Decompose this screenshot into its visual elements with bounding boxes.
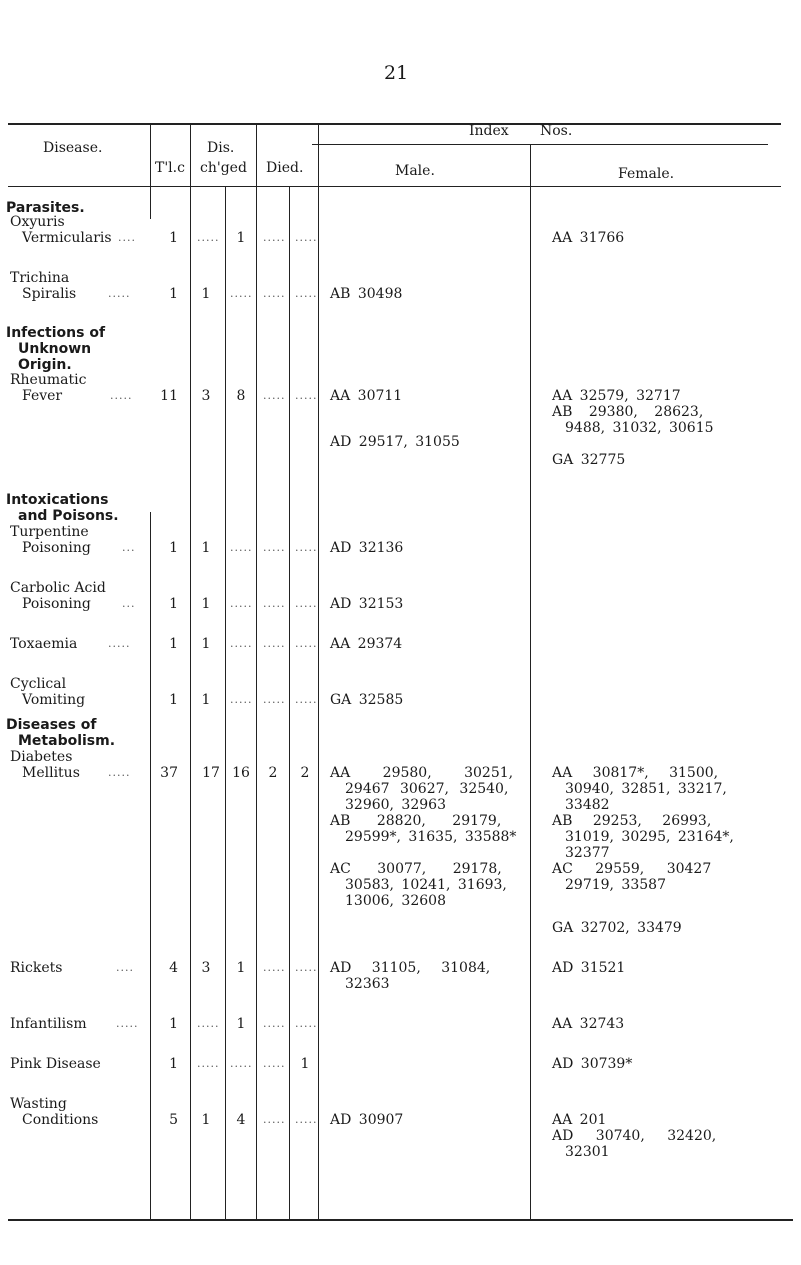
disease-name: Poisoning: [22, 540, 91, 556]
header-died: Died.: [266, 160, 304, 176]
female-index: 32377: [565, 845, 610, 861]
top-rule: [8, 123, 781, 125]
disease-name: Spiralis: [22, 286, 77, 302]
disease-name: Toxaemia: [10, 636, 78, 652]
leader-dots: .....: [263, 637, 286, 650]
leader-dots: .....: [295, 287, 318, 300]
leader-dots: .....: [197, 1017, 220, 1030]
leader-dots: .....: [108, 287, 131, 300]
leader-dots: .....: [230, 637, 253, 650]
section-intoxications-2: and Poisons.: [18, 508, 119, 524]
male-index: AD 31105, 31084,: [330, 960, 491, 976]
discharged-cell: 1: [201, 692, 211, 708]
disease-name: Diabetes: [10, 749, 73, 765]
col-rule: [530, 144, 531, 1219]
total-cell: 1: [169, 636, 178, 652]
header-male: Male.: [395, 163, 435, 179]
leader-dots: .....: [263, 231, 286, 244]
female-index: 29719, 33587: [565, 877, 666, 893]
female-index: 32301: [565, 1144, 610, 1160]
section-metabolism-2: Metabolism.: [18, 733, 116, 749]
header-female: Female.: [618, 166, 675, 182]
disease-name: Rheumatic: [10, 372, 87, 388]
section-metabolism-1: Diseases of: [6, 717, 97, 733]
discharged-cell: 3: [201, 388, 211, 404]
disease-name: Oxyuris: [10, 214, 65, 230]
leader-dots: ...: [122, 541, 136, 554]
disease-name: Poisoning: [22, 596, 91, 612]
total-cell: 5: [169, 1112, 178, 1128]
discharged-cell: 1: [201, 286, 211, 302]
female-index: 30940, 32851, 33217,: [565, 781, 727, 797]
female-index: AA 32579, 32717: [552, 388, 681, 404]
female-index: AC 29559, 30427: [552, 861, 712, 877]
section-unknown-origin-1: Infections of: [6, 325, 106, 341]
leader-dots: .....: [295, 693, 318, 706]
female-index: GA 32775: [552, 452, 626, 468]
leader-dots: ....: [116, 961, 134, 974]
disease-name: Carbolic Acid: [10, 580, 106, 596]
female-index: AB 29380, 28623,: [552, 404, 704, 420]
male-index: AA 29374: [330, 636, 403, 652]
discharged-cell: 8: [236, 388, 246, 404]
total-cell: 1: [169, 286, 178, 302]
section-unknown-origin-3: Origin.: [18, 357, 72, 373]
header-disease: Disease.: [43, 140, 103, 156]
died-cell: 2: [300, 765, 310, 781]
leader-dots: .....: [110, 389, 133, 402]
male-index: AC 30077, 29178,: [330, 861, 502, 877]
leader-dots: .....: [197, 231, 220, 244]
disease-name: Rickets: [10, 960, 63, 976]
leader-dots: ....: [118, 231, 136, 244]
discharged-cell: 3: [201, 960, 211, 976]
discharged-cell: 1: [201, 540, 211, 556]
leader-dots: .....: [263, 961, 286, 974]
leader-dots: .....: [295, 961, 318, 974]
discharged-cell: 16: [232, 765, 250, 781]
section-unknown-origin-2: Unknown: [18, 341, 92, 357]
disease-name: Vermicularis: [22, 230, 112, 246]
leader-dots: .....: [116, 1017, 139, 1030]
male-index: 29467 30627, 32540,: [345, 781, 509, 797]
total-cell: 11: [160, 388, 178, 404]
discharged-cell: 1: [201, 596, 211, 612]
disease-name: Mellitus: [22, 765, 80, 781]
header-nos: Nos.: [540, 123, 573, 139]
col-rule: [225, 187, 226, 1219]
disease-name: Pink Disease: [10, 1056, 101, 1072]
leader-dots: .....: [263, 389, 286, 402]
male-index: 13006, 32608: [345, 893, 446, 909]
male-index: AA 29580, 30251,: [330, 765, 514, 781]
discharged-cell: 4: [236, 1112, 246, 1128]
col-rule: [190, 123, 191, 1219]
leader-dots: .....: [108, 766, 131, 779]
total-cell: 1: [169, 230, 178, 246]
col-rule: [289, 187, 290, 1219]
total-cell: 1: [169, 1056, 178, 1072]
leader-dots: .....: [263, 1017, 286, 1030]
header-bottom-rule: [8, 186, 781, 187]
page-number: 21: [384, 62, 409, 84]
disease-name: Infantilism: [10, 1016, 87, 1032]
died-cell: 2: [268, 765, 278, 781]
leader-dots: .....: [295, 1017, 318, 1030]
male-index: 32960, 32963: [345, 797, 446, 813]
leader-dots: .....: [263, 1113, 286, 1126]
female-index: AA 201: [552, 1112, 607, 1128]
male-index: AB 30498: [330, 286, 403, 302]
section-parasites: Parasites.: [6, 200, 85, 216]
total-cell: 1: [169, 596, 178, 612]
disease-name: Cyclical: [10, 676, 67, 692]
col-rule: [256, 123, 257, 1219]
female-index: 33482: [565, 797, 610, 813]
leader-dots: .....: [230, 287, 253, 300]
leader-dots: .....: [295, 231, 318, 244]
female-index: AB 29253, 26993,: [552, 813, 712, 829]
leader-dots: .....: [263, 541, 286, 554]
female-index: AA 30817*, 31500,: [552, 765, 719, 781]
disease-name: Vomiting: [22, 692, 86, 708]
total-cell: 4: [169, 960, 178, 976]
discharged-cell: 1: [236, 1016, 246, 1032]
header-index: Index: [469, 123, 509, 139]
female-index: AD 30739*: [552, 1056, 633, 1072]
discharged-cell: 1: [201, 636, 211, 652]
leader-dots: .....: [263, 287, 286, 300]
leader-dots: .....: [263, 597, 286, 610]
male-index: 29599*, 31635, 33588*: [345, 829, 517, 845]
header-discharged-top: Dis.: [207, 140, 235, 156]
total-cell: 1: [169, 540, 178, 556]
male-index: AA 30711: [330, 388, 403, 404]
discharged-cell: 17: [202, 765, 220, 781]
col-rule: [318, 123, 319, 1219]
male-index: AD 32136: [330, 540, 404, 556]
header-discharged-bottom: ch'ged: [200, 160, 247, 176]
discharged-cell: 1: [236, 960, 246, 976]
male-index: 32363: [345, 976, 390, 992]
discharged-cell: 1: [201, 1112, 211, 1128]
disease-name: Fever: [22, 388, 63, 404]
section-intoxications-1: Intoxications: [6, 492, 109, 508]
total-cell: 37: [160, 765, 178, 781]
male-index: AD 30907: [330, 1112, 404, 1128]
leader-dots: .....: [295, 637, 318, 650]
disease-name: Trichina: [10, 270, 70, 286]
leader-dots: .....: [263, 693, 286, 706]
female-index: AA 31766: [552, 230, 625, 246]
discharged-cell: 1: [236, 230, 246, 246]
total-cell: 1: [169, 692, 178, 708]
male-index: 30583, 10241, 31693,: [345, 877, 507, 893]
disease-name: Wasting: [10, 1096, 67, 1112]
disease-name: Conditions: [22, 1112, 99, 1128]
leader-dots: ...: [122, 597, 136, 610]
male-index: AB 28820, 29179,: [330, 813, 502, 829]
female-index: GA 32702, 33479: [552, 920, 682, 936]
died-cell: 1: [300, 1056, 310, 1072]
header-total: T'l.c: [155, 160, 185, 176]
leader-dots: .....: [295, 597, 318, 610]
bottom-rule: [8, 1219, 793, 1221]
female-index: 9488, 31032, 30615: [565, 420, 714, 436]
female-index: AA 32743: [552, 1016, 625, 1032]
leader-dots: .....: [295, 541, 318, 554]
leader-dots: .....: [295, 389, 318, 402]
female-index: 31019, 30295, 23164*,: [565, 829, 734, 845]
male-index: GA 32585: [330, 692, 404, 708]
leader-dots: .....: [263, 1057, 286, 1070]
male-index: AD 32153: [330, 596, 404, 612]
leader-dots: .....: [230, 541, 253, 554]
col-rule: [150, 123, 151, 219]
female-index: AD 30740, 32420,: [552, 1128, 717, 1144]
leader-dots: .....: [230, 1057, 253, 1070]
leader-dots: .....: [197, 1057, 220, 1070]
total-cell: 1: [169, 1016, 178, 1032]
leader-dots: .....: [230, 597, 253, 610]
disease-name: Turpentine: [10, 524, 89, 540]
index-subrule: [312, 144, 768, 145]
leader-dots: .....: [295, 1113, 318, 1126]
leader-dots: .....: [108, 637, 131, 650]
female-index: AD 31521: [552, 960, 626, 976]
male-index: AD 29517, 31055: [330, 434, 460, 450]
leader-dots: .....: [230, 693, 253, 706]
